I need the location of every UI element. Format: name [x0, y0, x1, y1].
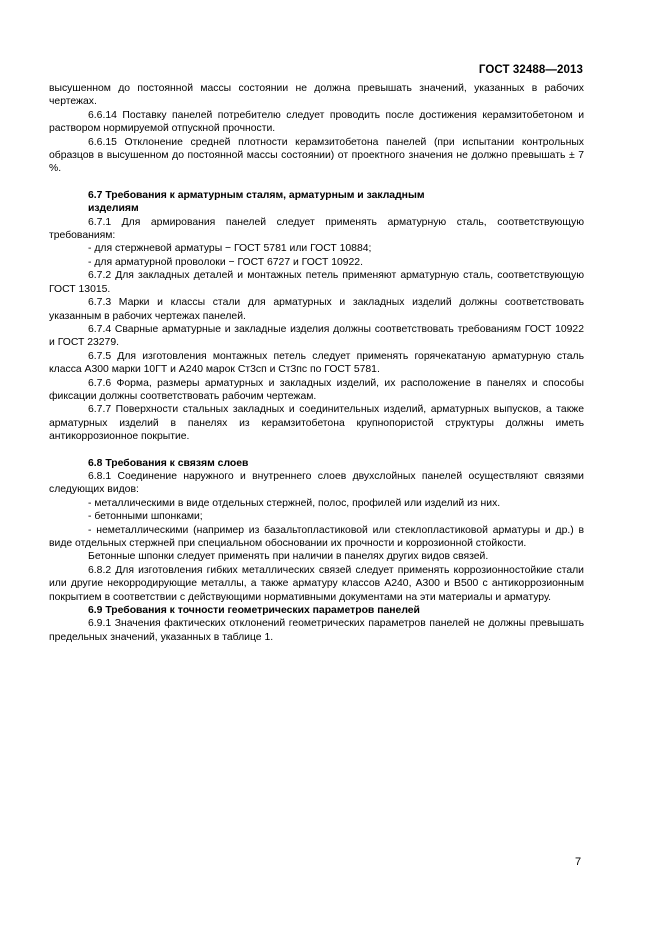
section-heading-continuation: изделиям: [88, 203, 139, 215]
paragraph: 6.6.15 Отклонение средней плотности керамзитобетона панелей (при испытании контрольных образцов в высушенном до постоянной массы состоянии) от проектного значения не должно превышать ± 7 %.: [49, 136, 584, 175]
paragraph: Бетонные шпонки следует применять при наличии в панелях других видов связей.: [88, 551, 489, 563]
paragraph: 6.7.2 Для закладных деталей и монтажных петель применяют арматурную сталь, соответствующую ГОСТ 13015.: [49, 270, 584, 295]
document-header: ГОСТ 32488—2013: [478, 64, 583, 76]
page-number: 7: [575, 856, 582, 868]
list-item: - металлическими в виде отдельных стержней, полос, профилей или изделий из них.: [88, 497, 501, 509]
paragraph: 6.8.2 Для изготовления гибких металлических связей следует применять коррозионностойкие стали или другие некорродирующие металлы, а также арматуру классов А240, А300 и В500 с антикоррозионным покрытием в соответствии с действующими нормативными документами на эти материалы и арматуру.: [49, 564, 584, 603]
paragraph: 6.6.14 Поставку панелей потребителю следует проводить после достижения керамзитобетоном и раствором нормируемой отпускной прочности.: [49, 109, 584, 135]
paragraph: высушенном до постоянной массы состоянии не должна превышать значений, указанных в рабочих чертежах.: [49, 83, 584, 108]
paragraph: 6.7.6 Форма, размеры арматурных и закладных изделий, их расположение в панелях и способы фиксации должны соответствовать рабочим чертежам.: [49, 377, 584, 402]
list-item: - для стержневой арматуры − ГОСТ 5781 или ГОСТ 10884;: [88, 243, 372, 255]
paragraph: 6.7.1 Для армирования панелей следует применять арматурную сталь, соответствующую требованиям:: [49, 216, 584, 242]
paragraph: 6.7.3 Марки и классы стали для арматурных и закладных изделий должны соответствовать указанным в рабочих чертежах панелей.: [49, 297, 584, 322]
paragraph: 6.7.4 Сварные арматурные и закладные изделия должны соответствовать требованиям ГОСТ 10922 и ГОСТ 23279.: [49, 323, 584, 349]
paragraph: 6.9.1 Значения фактических отклонений геометрических параметров панелей не должны превышать предельных значений, указанных в таблице 1.: [49, 618, 584, 643]
section-heading: 6.8 Требования к связям слоев: [88, 457, 249, 469]
paragraph: 6.7.5 Для изготовления монтажных петель следует применять горячекатаную арматурную сталь класса А300 марки 10ГТ и А240 марок Ст3сп и Ст3пс по ГОСТ 5781.: [49, 350, 584, 376]
page-body: [49, 82, 584, 644]
list-item: - неметаллическими (например из базальтопластиковой или стеклопластиковой арматуры и др.) в виде отдельных стержней при специальном обосновании их прочности и коррозионной стойкости.: [49, 524, 584, 549]
paragraph: 6.8.1 Соединение наружного и внутреннего слоев двухслойных панелей осуществляют связями следующих видов:: [49, 470, 584, 496]
list-item: - для арматурной проволоки − ГОСТ 6727 и ГОСТ 10922.: [88, 256, 363, 268]
section-heading: 6.9 Требования к точности геометрических параметров панелей: [88, 605, 420, 617]
section-heading: 6.7 Требования к арматурным сталям, арматурным и закладным: [88, 189, 425, 201]
list-item: - бетонными шпонками;: [88, 511, 203, 523]
paragraph: 6.7.7 Поверхности стальных закладных и соединительных изделий, арматурных выпусков, а также арматурных изделий в панелях из керамзитобетона крупнопористой структуры должны иметь антикоррозионное покрытие.: [49, 404, 584, 443]
